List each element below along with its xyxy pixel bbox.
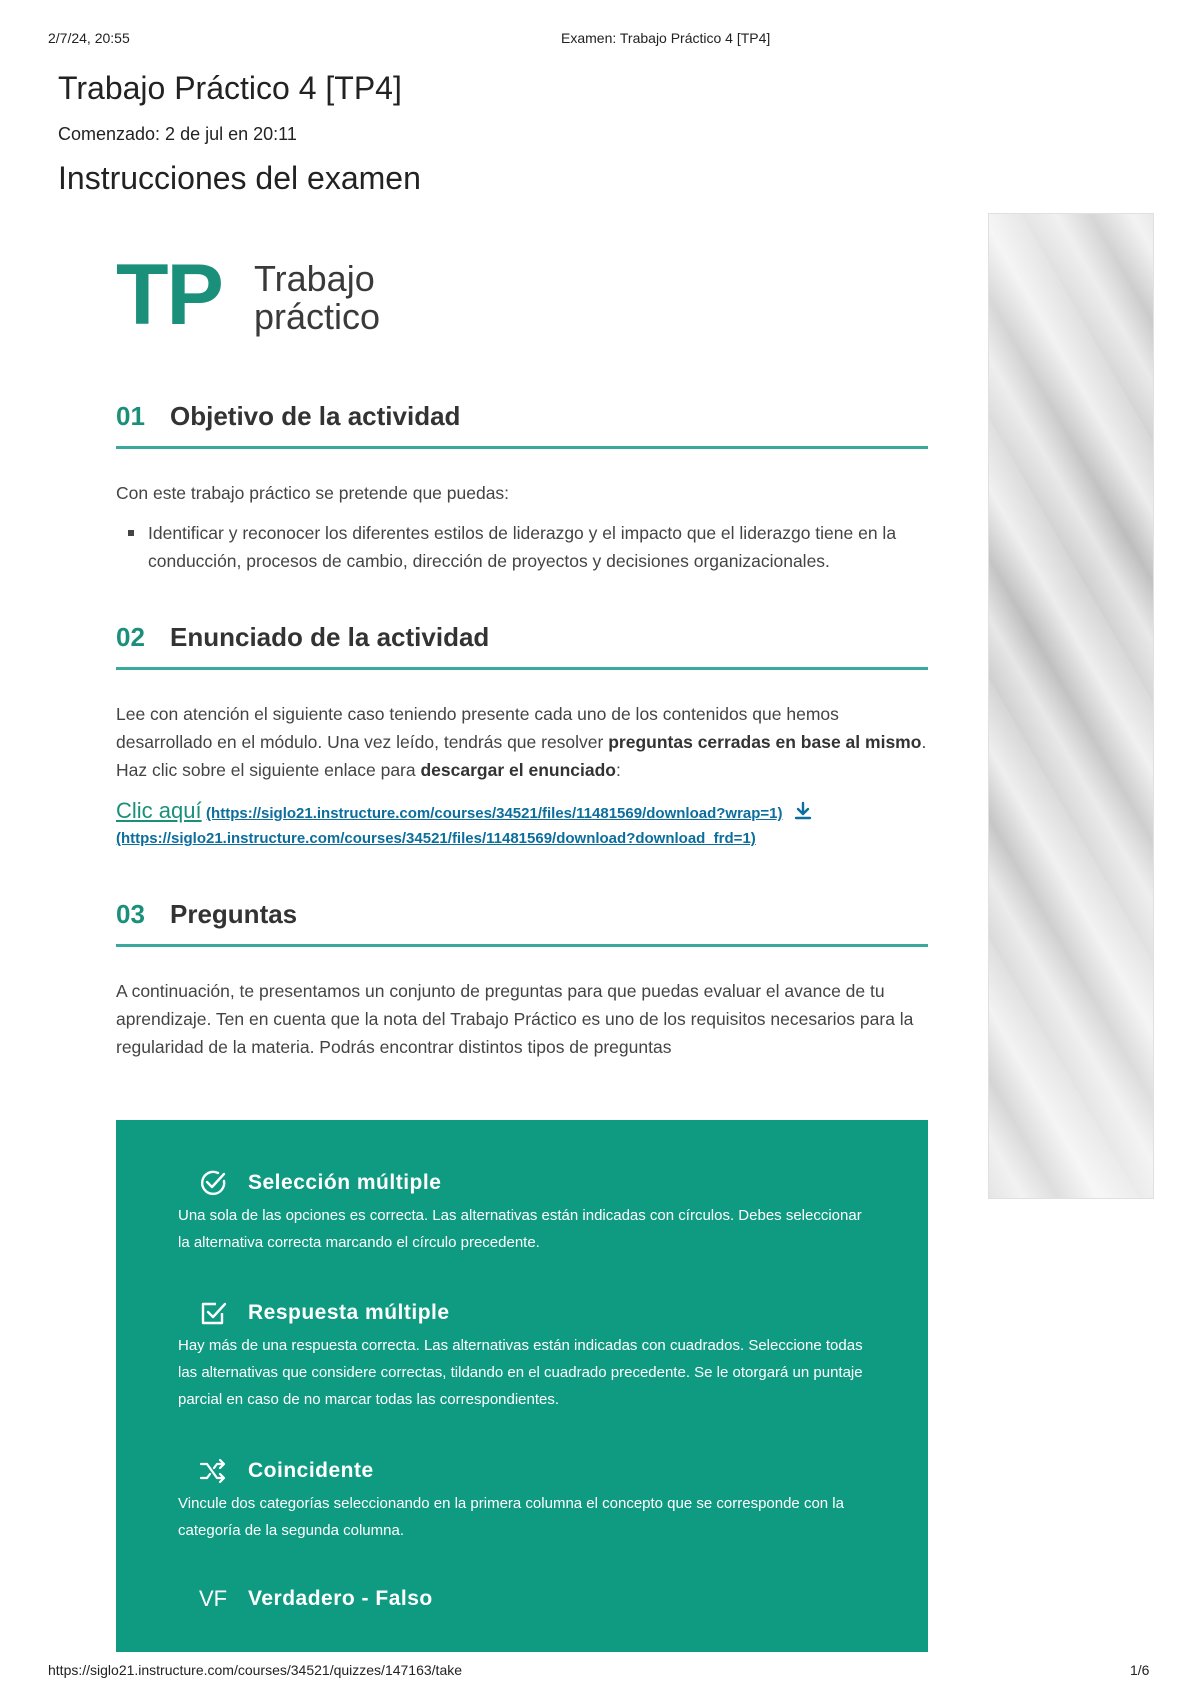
page-title: Trabajo Práctico 4 [TP4]	[58, 70, 402, 106]
question-type-desc: Una sola de las opciones es correcta. Las alternativas están indicadas con círculos. Debes seleccionar la alternativa correcta marcando el círculo precedente.	[178, 1207, 862, 1251]
section-header	[116, 392, 928, 449]
enunciado-text-part: Lee con atención el siguiente caso teniendo presente cada uno de los contenidos que hemos desarrollado en el módulo. Una vez leído, tendrás que resolver	[116, 704, 839, 752]
section-header	[116, 890, 928, 947]
instructions-heading: Instrucciones del examen	[58, 160, 421, 196]
check-circle-icon	[196, 1166, 230, 1200]
check-square-icon	[196, 1296, 230, 1330]
enunciado-text-part: :	[615, 760, 621, 780]
logo-line1: Trabajo	[254, 258, 375, 299]
enunciado-text-part: . Haz clic sobre el siguiente enlace para	[116, 732, 927, 780]
objective-intro: Con este trabajo práctico se pretende que puedas:	[116, 483, 510, 503]
tp-logo	[116, 247, 928, 360]
shuffle-icon	[196, 1454, 230, 1488]
download-link[interactable]: Clic aquí	[116, 798, 202, 823]
question-type-coincidente	[178, 1454, 868, 1544]
question-type-desc: Hay más de una respuesta correcta. Las alternativas están indicadas con cuadrados. Seleccione todas las alternativas que considere correctas, tildando en el cuadrado precedente. Se le otorgará un puntaje parcial en caso de no marcar todas las correspondientes.	[178, 1337, 863, 1408]
question-types-box	[116, 1120, 928, 1652]
print-datetime: 2/7/24, 20:55	[48, 30, 130, 46]
question-type-title: Coincidente	[248, 1459, 374, 1482]
question-type-desc: Vincule dos categorías seleccionando en la primera columna el concepto que se corresponde con la categoría de la segunda columna.	[178, 1495, 844, 1539]
objective-bullet-text: Identificar y reconocer los diferentes estilos de liderazgo y el impacto que el liderazgo tiene en la conducción, procesos de cambio, dirección de proyectos y decisiones organizacionales.	[148, 523, 897, 571]
bullet-icon	[128, 530, 134, 536]
download-link-line	[116, 798, 928, 826]
logo-tp-letters: TP	[116, 247, 222, 343]
print-title: Examen: Trabajo Práctico 4 [TP4]	[561, 30, 771, 46]
section-number: 01	[116, 400, 145, 431]
list-item	[116, 519, 928, 575]
logo-word	[254, 260, 380, 336]
enunciado-bold: preguntas cerradas en base al mismo	[608, 732, 922, 752]
section-title: Enunciado de la actividad	[170, 621, 490, 652]
started-date: Comenzado: 2 de jul en 20:11	[58, 124, 297, 144]
enunciado-bold: descargar el enunciado	[420, 760, 616, 780]
section-preguntas	[116, 890, 928, 1061]
section-objetivo	[116, 392, 928, 575]
enunciado-text	[116, 700, 928, 784]
download-icon[interactable]	[793, 801, 813, 826]
question-type-title: Respuesta múltiple	[248, 1301, 450, 1324]
section-title: Objetivo de la actividad	[170, 400, 461, 431]
preguntas-text: A continuación, te presentamos un conjunto de preguntas para que puedas evaluar el avance de tu aprendizaje. Ten en cuenta que la nota del Trabajo Práctico es uno de los requisitos necesarios para la regularidad de la materia. Podrás encontrar distintos tipos de preguntas	[116, 981, 914, 1058]
vf-icon: VF	[198, 1586, 228, 1611]
section-header	[116, 613, 928, 670]
question-type-respuesta-multiple	[178, 1296, 868, 1413]
section-number: 02	[116, 621, 145, 652]
section-number: 03	[116, 898, 145, 929]
question-type-title: Verdadero - Falso	[248, 1587, 433, 1610]
section-title: Preguntas	[170, 898, 298, 929]
print-page-number: 1/6	[1130, 1662, 1150, 1678]
question-type-title: Selección múltiple	[248, 1171, 442, 1194]
print-url: https://siglo21.instructure.com/courses/34521/quizzes/147163/take	[48, 1662, 463, 1678]
instructions-content	[116, 247, 928, 1061]
decorative-architecture-image	[988, 213, 1154, 1199]
download-url-link[interactable]: (https://siglo21.instructure.com/courses/34521/files/11481569/download?wrap=1)	[206, 805, 783, 822]
section-enunciado	[116, 613, 928, 848]
logo-line2: práctico	[254, 296, 381, 337]
question-type-seleccion-multiple	[178, 1166, 868, 1256]
question-type-verdadero-falso	[178, 1582, 433, 1616]
download-url-link-2[interactable]: (https://siglo21.instructure.com/courses/34521/files/11481569/download?download_frd=1)	[116, 830, 756, 848]
